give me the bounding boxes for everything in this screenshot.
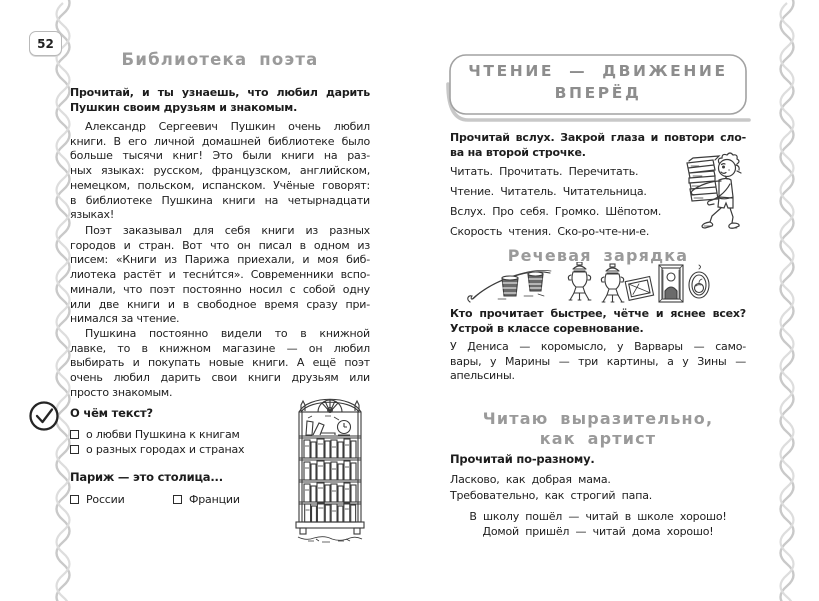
picture-frames-icon	[625, 265, 709, 302]
check-circle-icon	[26, 398, 62, 434]
yoke-buckets-icon	[468, 270, 551, 302]
read-expressively-heading	[450, 409, 746, 449]
option-label: о разных городах и странах	[86, 443, 245, 456]
checkbox[interactable]	[173, 495, 182, 504]
left-task-text	[70, 86, 370, 115]
question-paris-capital: Париж — это столица...	[70, 470, 223, 484]
checkbox[interactable]	[70, 445, 79, 454]
paragraph-pushkin-library-line: ных языках: русском, французском, английском,	[70, 164, 370, 178]
paragraph-book-shops-line: выбирать и покупать новые книги. А ещё поэт	[70, 356, 370, 370]
paragraph-pushkin-library-line: Александр Сергеевич Пушкин очень любил	[85, 120, 370, 133]
paragraph-books-from-cities-line: или две книги и в свободное время сразу при-	[70, 297, 370, 311]
paragraph-books-from-cities-line: городов и стран. Вот что он писал в одном из	[70, 238, 370, 252]
checkbox[interactable]	[70, 495, 79, 504]
paragraph-pushkin-library	[70, 120, 370, 223]
competition-task-line: Устрой в классе соревнование.	[450, 321, 644, 335]
competition-task-line: Кто прочитает быстрее, чётче и яснее всех?	[450, 307, 746, 320]
reading-word-list-line: Вслух. Про себя. Громко. Шёпотом.	[450, 205, 662, 218]
read-aloud-task-line: ва на второй строчке.	[450, 145, 586, 159]
read-expressively-heading-line: как артист	[539, 429, 657, 448]
speech-warmup-heading: Речевая зарядка	[507, 246, 689, 265]
tongue-twister-line: У Дениса — коромысло, у Варвары — само-	[450, 340, 746, 353]
reading-word-list-line: Читать. Прочитать. Перечитать.	[450, 165, 639, 178]
left-task-text-line: Пушкин своим друзьям и знакомым.	[70, 100, 298, 114]
chapter-banner	[438, 50, 758, 124]
tongue-twister	[450, 340, 746, 384]
kid-with-books-icon	[681, 151, 747, 235]
reading-word-list-line: Чтение. Читатель. Читательница.	[450, 185, 647, 198]
option-label: Франции	[189, 493, 240, 506]
bookshelf-icon	[288, 391, 372, 544]
school-couplet-line: В школу пошёл — читай в школе хорошо!	[469, 510, 727, 523]
paragraph-book-shops-line: Пушкина постоянно видели то в книжной	[85, 327, 370, 340]
paragraph-books-from-cities-line: лиотека растёт и тесни́тся». Современники вспо-	[70, 268, 370, 282]
read-expressively-heading-line: Читаю выразительно,	[482, 409, 714, 428]
paragraph-book-shops-line: лавке, то в книжном магазине — он любил	[70, 341, 370, 355]
paragraph-books-from-cities	[70, 224, 370, 327]
left-page-title: Библиотека поэта	[121, 50, 319, 69]
school-couplet	[450, 510, 746, 539]
tongue-twister-line: вары, у Марины — три картины, а у Зины —	[450, 354, 746, 368]
chapter-title-line: ЧТЕНИЕ — ДВИЖЕНИЕ	[468, 62, 728, 80]
mom-dad-lines-line: Ласково, как добрая мама.	[450, 473, 611, 486]
chapter-title-line: ВПЕРЁД	[554, 84, 642, 102]
competition-task	[450, 307, 746, 336]
right-wavy-border-icon	[770, 0, 804, 601]
mom-dad-lines	[450, 472, 746, 504]
reading-word-list-line: Скорость чтения. Ско-ро-чте-ни-е.	[450, 225, 650, 238]
paragraph-book-shops	[70, 327, 370, 401]
left-task-text-line: Прочитай, и ты узнаешь, что любил дарить	[70, 86, 370, 99]
option-france	[173, 493, 240, 506]
page-number-badge	[29, 31, 62, 56]
paragraph-pushkin-library-line: в библиотеке Пушкина книги на четырнадцати	[70, 193, 370, 207]
paragraph-books-from-cities-line: Поэт заказывал для себя книги из разных	[85, 224, 370, 237]
paragraph-books-from-cities-line: минали, что поэт постоянно носил с собой одну	[70, 282, 370, 296]
option-label: о любви Пушкина к книгам	[86, 428, 240, 441]
samovars-icon	[568, 262, 624, 302]
paragraph-book-shops-line: просто знакомым.	[70, 385, 173, 399]
read-aloud-task-line: Прочитай вслух. Закрой глаза и повтори сло-	[450, 131, 746, 144]
paragraph-pushkin-library-line: больше тысячи книг! Это были книги на раз-	[70, 149, 370, 163]
checkbox[interactable]	[70, 430, 79, 439]
speech-warmup-illustrations	[466, 262, 712, 306]
option-russia	[70, 493, 173, 506]
paragraph-book-shops-line: очень любил дарить свои книги друзьям или	[70, 371, 370, 385]
paragraph-books-from-cities-line: писем: «Книги из Парижа приехали, и моя биб-	[70, 253, 370, 267]
page-number: 52	[37, 36, 54, 51]
read-differently-task: Прочитай по-разному.	[450, 452, 595, 466]
paragraph-pushkin-library-line: немецком, польском, испанском. Учёные говорят:	[70, 178, 370, 192]
school-couplet-line: Домой пришёл — читай дома хорошо!	[482, 524, 714, 538]
mom-dad-lines-line: Требовательно, как строгий папа.	[450, 489, 653, 502]
option-label: России	[86, 493, 125, 506]
paragraph-books-from-cities-line: нимался за чтение.	[70, 312, 180, 326]
paragraph-pushkin-library-line: книги. В его личной домашней библиотеке было	[70, 134, 370, 148]
paragraph-pushkin-library-line: языках!	[70, 208, 115, 222]
chapter-title	[438, 60, 758, 104]
question-about-text: О чём текст?	[70, 406, 153, 420]
tongue-twister-line: апельсины.	[450, 369, 515, 383]
